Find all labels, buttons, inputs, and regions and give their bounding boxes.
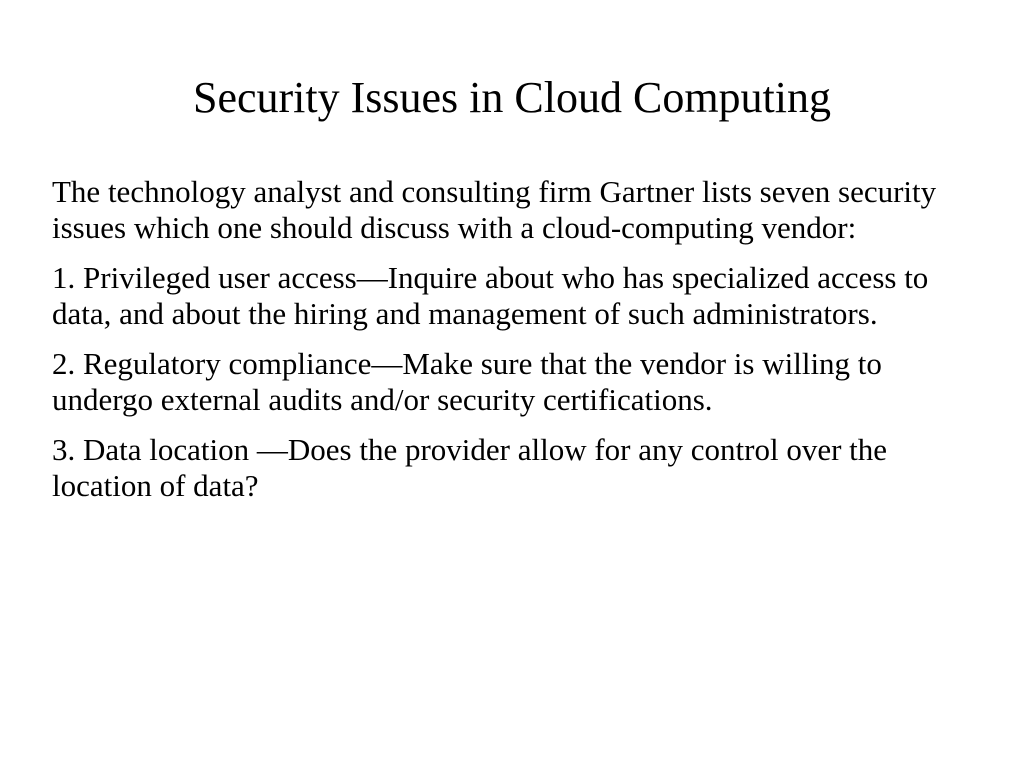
issue-data-location: 3. Data location —Does the provider allow for any control over the location of data? [52,432,888,503]
issue-privileged-user-access: 1. Privileged user access—Inquire about who has specialized access to data, and about the hiring and management of such administrators. [52,260,929,331]
issue-regulatory-compliance: 2. Regulatory compliance—Make sure that the vendor is willing to undergo external audits and/or security certifications. [52,346,882,417]
intro-paragraph: The technology analyst and consulting firm Gartner lists seven security issues which one should discuss with a cloud-computing vendor: [52,174,937,245]
slide-body [52,174,982,518]
slide-title: Security Issues in Cloud Computing [193,73,831,122]
